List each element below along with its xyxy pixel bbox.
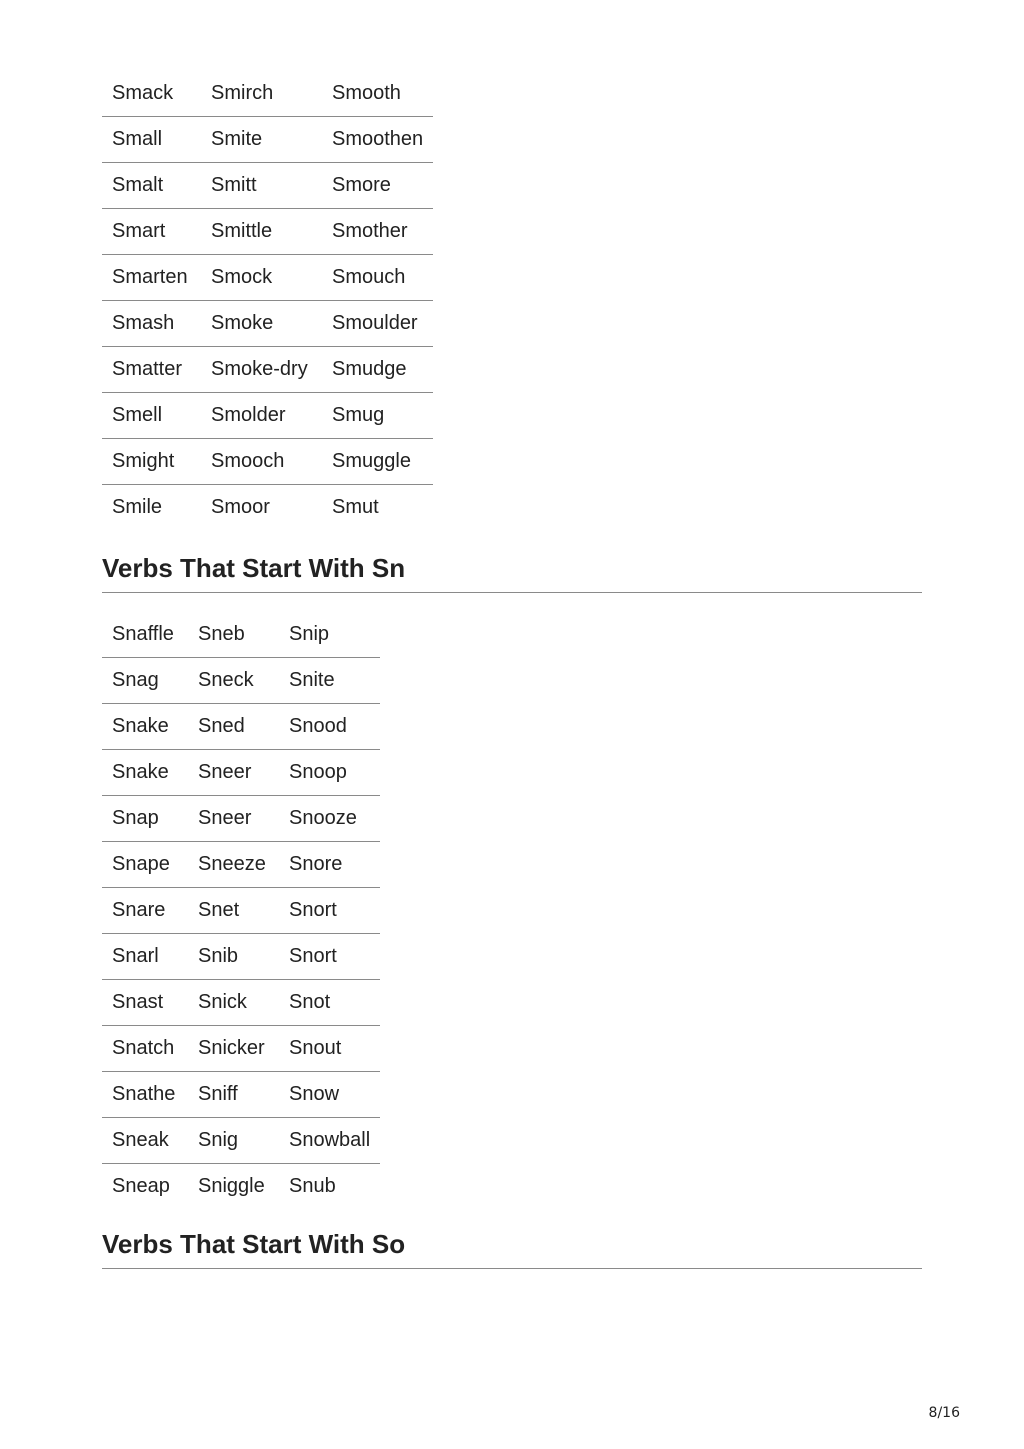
table-cell: Snatch — [102, 1026, 188, 1072]
table-cell: Small — [102, 117, 201, 163]
table-cell: Snoop — [279, 750, 380, 796]
table-cell: Smug — [322, 393, 433, 439]
table-cell: Snooze — [279, 796, 380, 842]
table-cell: Snort — [279, 934, 380, 980]
table-cell: Snite — [279, 658, 380, 704]
table-cell: Snake — [102, 750, 188, 796]
table-cell: Snowball — [279, 1118, 380, 1164]
table-cell: Snicker — [188, 1026, 279, 1072]
table-cell: Sneak — [102, 1118, 188, 1164]
table-row — [102, 934, 380, 980]
table-cell: Sneap — [102, 1164, 188, 1210]
table-cell: Smolder — [201, 393, 322, 439]
table-cell: Smart — [102, 209, 201, 255]
table-cell: Snore — [279, 842, 380, 888]
table-cell: Smarten — [102, 255, 201, 301]
table-cell: Snet — [188, 888, 279, 934]
table-row — [102, 393, 433, 439]
table-row — [102, 347, 433, 393]
table-row — [102, 658, 380, 704]
table-cell: Snap — [102, 796, 188, 842]
table-cell: Sniff — [188, 1072, 279, 1118]
table-cell: Smoothen — [322, 117, 433, 163]
table-cell: Snub — [279, 1164, 380, 1210]
table-row — [102, 255, 433, 301]
table-cell: Snip — [289, 623, 330, 645]
section-heading-sn: Verbs That Start With Sn — [102, 550, 922, 593]
table-cell: Sniggle — [188, 1164, 279, 1210]
table-row — [102, 485, 433, 531]
page-number: 8/16 — [928, 1405, 960, 1421]
table-cell: Smoke — [201, 301, 322, 347]
section-heading-so: Verbs That Start With So — [102, 1226, 922, 1269]
table-cell: Sneck — [188, 658, 279, 704]
table-row — [102, 117, 433, 163]
sn-verbs-table — [102, 612, 380, 1209]
table-cell: Smight — [102, 439, 201, 485]
table-cell: Smittle — [201, 209, 322, 255]
table-cell: Snow — [279, 1072, 380, 1118]
table-cell: Snake — [102, 704, 188, 750]
table-row — [102, 1072, 380, 1118]
table-cell: Snort — [279, 888, 380, 934]
table-cell: Snaffle — [112, 623, 174, 645]
table-row — [102, 704, 380, 750]
table-cell: Smalt — [102, 163, 201, 209]
table-row — [102, 301, 433, 347]
table-row — [102, 163, 433, 209]
table-cell: Smock — [201, 255, 322, 301]
table-row — [102, 439, 433, 485]
table-cell: Snast — [102, 980, 188, 1026]
sm-verbs-table — [102, 71, 433, 530]
table-row — [102, 612, 380, 658]
table-cell: Snick — [188, 980, 279, 1026]
table-cell: Snood — [279, 704, 380, 750]
table-cell: Smell — [102, 393, 201, 439]
table-cell: Smitt — [201, 163, 322, 209]
table-cell: Smoulder — [322, 301, 433, 347]
table-cell: Smooch — [201, 439, 322, 485]
table-cell: Smooth — [332, 82, 401, 104]
table-row — [102, 796, 380, 842]
table-cell: Smoor — [201, 485, 322, 531]
table-row — [102, 209, 433, 255]
table-cell: Smatter — [102, 347, 201, 393]
table-cell: Smash — [102, 301, 201, 347]
table-row — [102, 1118, 380, 1164]
table-cell: Smore — [322, 163, 433, 209]
table-row — [102, 1026, 380, 1072]
table-cell: Snag — [102, 658, 188, 704]
table-cell: Snig — [188, 1118, 279, 1164]
table-cell: Sneer — [188, 796, 279, 842]
table-row — [102, 842, 380, 888]
table-row — [102, 1164, 380, 1210]
table-cell: Sned — [188, 704, 279, 750]
table-row — [102, 750, 380, 796]
table-cell: Snout — [279, 1026, 380, 1072]
table-row — [102, 888, 380, 934]
table-cell: Smouch — [322, 255, 433, 301]
table-cell: Smudge — [322, 347, 433, 393]
table-cell: Smile — [102, 485, 201, 531]
table-cell: Smuggle — [322, 439, 433, 485]
table-cell: Smother — [322, 209, 433, 255]
table-cell: Snathe — [102, 1072, 188, 1118]
table-row — [102, 71, 433, 117]
table-cell: Snot — [279, 980, 380, 1026]
table-cell: Smack — [112, 82, 174, 104]
table-cell: Snib — [188, 934, 279, 980]
table-cell: Snare — [102, 888, 188, 934]
table-cell: Smirch — [211, 82, 274, 104]
table-row — [102, 980, 380, 1026]
table-cell: Sneeze — [188, 842, 279, 888]
table-cell: Snarl — [102, 934, 188, 980]
table-cell: Sneb — [198, 623, 245, 645]
table-cell: Smite — [201, 117, 322, 163]
table-cell: Smut — [322, 485, 433, 531]
table-cell: Snape — [102, 842, 188, 888]
table-cell: Sneer — [188, 750, 279, 796]
table-cell: Smoke-dry — [201, 347, 322, 393]
